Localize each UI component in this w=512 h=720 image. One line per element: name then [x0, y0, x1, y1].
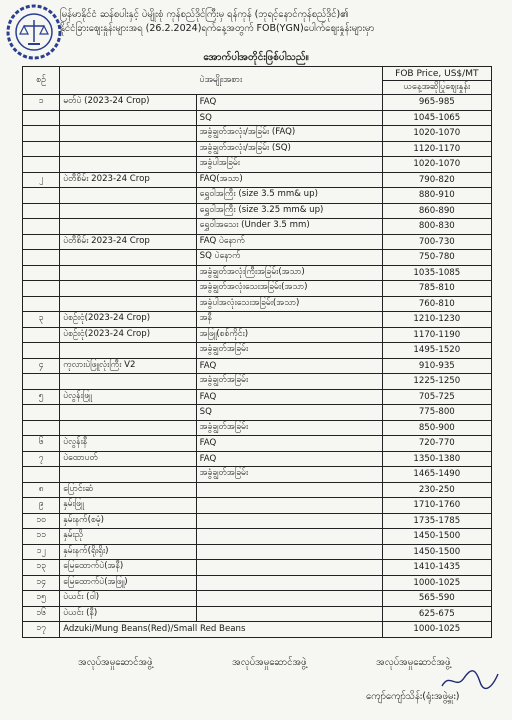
fob-price: 860-890 [382, 203, 491, 219]
fob-price: 1045-1065 [382, 110, 491, 126]
item-name [60, 296, 196, 312]
row-number [23, 250, 60, 266]
fob-price: 705-725 [382, 389, 491, 405]
item-grade [196, 544, 382, 560]
item-grade: အခွံချွတ်အလုံး/အခြမ်း (FAQ) [196, 126, 382, 142]
header-price-1: FOB Price, US$/MT [382, 67, 491, 81]
fob-price: 1170-1190 [382, 327, 491, 343]
table-row [23, 250, 492, 266]
item-grade: ရွှေဝါအကြီး (size 3.25 mm& up) [196, 203, 382, 219]
row-number: ၁၆ [23, 606, 60, 622]
table-row [23, 575, 492, 591]
table-row [23, 498, 492, 514]
item-name: ပဲလွန်းနီ [60, 436, 196, 452]
item-grade [196, 606, 382, 622]
item-name [60, 420, 196, 436]
item-name [60, 110, 196, 126]
fob-price: 880-910 [382, 188, 491, 204]
item-name [60, 405, 196, 421]
row-number [23, 141, 60, 157]
fob-price: 230-250 [382, 482, 491, 498]
item-grade: FAQ [196, 358, 382, 374]
row-number [23, 219, 60, 235]
row-number: ၁၄ [23, 575, 60, 591]
fob-price: 625-675 [382, 606, 491, 622]
fob-price: 1020-1070 [382, 126, 491, 142]
table-row [23, 606, 492, 622]
item-grade: အဖြူ(စစ်ကိုင်း) [196, 327, 382, 343]
item-grade: အခွံပါအလုံးသေးအခြမ်း(အသာ) [196, 296, 382, 312]
row-number [23, 126, 60, 142]
row-number: ၆ [23, 436, 60, 452]
fob-price: 700-730 [382, 234, 491, 250]
fob-price: 1210-1230 [382, 312, 491, 328]
fob-price: 775-800 [382, 405, 491, 421]
item-name [60, 126, 196, 142]
row-number: ၁၇ [23, 622, 60, 638]
footer-right-sign: အလုပ်အမှုဆောင်အဖွဲ့ [376, 657, 451, 668]
row-number: ၈ [23, 482, 60, 498]
table-row [23, 327, 492, 343]
item-name: ပဲတီစိမ်း 2023-24 Crop [60, 172, 196, 188]
footer-left-sign: အလုပ်အမှုဆောင်အဖွဲ့ [78, 657, 153, 668]
row-number: ၁၂ [23, 544, 60, 560]
table-row [23, 265, 492, 281]
item-name: မတ်ပဲ (2023-24 Crop) [60, 95, 196, 111]
item-name [60, 467, 196, 483]
item-name: ပဲတီစိမ်း 2023-24 Crop [60, 234, 196, 250]
item-grade: FAQ(အသာ) [196, 172, 382, 188]
table-row [23, 234, 492, 250]
table-row [23, 405, 492, 421]
fob-price: 760-810 [382, 296, 491, 312]
table-header-row [23, 67, 492, 81]
item-name [60, 219, 196, 235]
table-row [23, 358, 492, 374]
item-name: မြေထောက်ပဲ(အဖြူ) [60, 575, 196, 591]
handwritten-signature [440, 668, 500, 692]
item-grade: အခွံချွတ်အလုံးကြီးအခြမ်း(အသာ) [196, 265, 382, 281]
table-row [23, 126, 492, 142]
item-grade: FAQ ပဲနောက် [196, 234, 382, 250]
fob-price: 790-820 [382, 172, 491, 188]
fob-price: 1450-1500 [382, 529, 491, 545]
item-name: ပဲစဉ်းငုံ(2023-24 Crop) [60, 327, 196, 343]
item-name [60, 203, 196, 219]
table-row [23, 591, 492, 607]
fob-price: 1020-1070 [382, 157, 491, 173]
item-name: ပဲစဉ်းငုံ(2023-24 Crop) [60, 312, 196, 328]
fob-price: 1450-1500 [382, 544, 491, 560]
item-grade [196, 575, 382, 591]
header-line-2: နိုင်ငံခြားဈေးနှုန်းများအရ (26.2.2024)ရက်နေ့အတွက် FOB(YGN)ပေါက်ဈေးနှုန်းများမှာ [60, 23, 375, 34]
item-name: နှမ်းဖြူ [60, 498, 196, 514]
table-row [23, 513, 492, 529]
row-number [23, 420, 60, 436]
header-no: စဉ် [23, 67, 60, 95]
item-grade: အခွံချွတ်အခြမ်း [196, 467, 382, 483]
price-table-body [23, 95, 492, 638]
footer-signer: ကျော်ကျော်သိန်း(ရုံးအဖွဲ့မှူး) [366, 691, 460, 702]
item-grade: အခွံချွတ်အခြမ်း [196, 374, 382, 390]
item-name [60, 343, 196, 359]
row-number: ၂ [23, 172, 60, 188]
item-grade: SQ [196, 110, 382, 126]
item-grade: အခွံချွတ်အလုံးသေးအခြမ်း(အသာ) [196, 281, 382, 297]
item-name: Adzuki/Mung Beans(Red)/Small Red Beans [60, 622, 382, 638]
row-number [23, 110, 60, 126]
table-row [23, 622, 492, 638]
item-grade: SQ ပဲနောက် [196, 250, 382, 266]
price-table [22, 66, 492, 638]
table-row [23, 157, 492, 173]
footer-middle-sign: အလုပ်အမှုဆောင်အဖွဲ့ [232, 657, 307, 668]
row-number: ၅ [23, 389, 60, 405]
row-number [23, 405, 60, 421]
fob-price: 1350-1380 [382, 451, 491, 467]
table-row [23, 95, 492, 111]
row-number [23, 296, 60, 312]
row-number: ၁၁ [23, 529, 60, 545]
row-number: ၁ [23, 95, 60, 111]
row-number: ၉ [23, 498, 60, 514]
table-row [23, 219, 492, 235]
row-number: ၁၅ [23, 591, 60, 607]
row-number [23, 234, 60, 250]
item-name [60, 188, 196, 204]
item-grade: SQ [196, 405, 382, 421]
fob-price: 1225-1250 [382, 374, 491, 390]
item-grade [196, 560, 382, 576]
table-row [23, 436, 492, 452]
fob-price: 785-810 [382, 281, 491, 297]
fob-price: 750-780 [382, 250, 491, 266]
item-name [60, 141, 196, 157]
table-row [23, 110, 492, 126]
table-row [23, 203, 492, 219]
fob-price: 1120-1170 [382, 141, 491, 157]
row-number [23, 374, 60, 390]
item-name [60, 265, 196, 281]
item-grade [196, 513, 382, 529]
table-row [23, 172, 492, 188]
document-header [60, 8, 506, 36]
item-name: ကုလားပဲဖြူလုံးကြီး V2 [60, 358, 196, 374]
item-name: ပြောင်းဆံ [60, 482, 196, 498]
fob-price: 850-900 [382, 420, 491, 436]
table-row [23, 374, 492, 390]
header-line-3: အောက်ပါအတိုင်းဖြစ်ပါသည်။ [203, 52, 309, 63]
fob-price: 1465-1490 [382, 467, 491, 483]
header-line-1: မြန်မာနိုင်ငံ ဆန်စပါးနှင့် ပဲမျိုးစုံ ကုန်စည်ဒိုင်ကြီးမှ ရန်ကုန် (ဘုရင့်နောင်ကုန်စည်ဒိုင်)၏ [60, 9, 349, 20]
fob-price: 720-770 [382, 436, 491, 452]
header-price-2: ယနေ့အဆိုပြုဈေးနှုန်း [382, 81, 491, 95]
row-number [23, 265, 60, 281]
item-name [60, 281, 196, 297]
item-grade: အခွံချွတ်အလုံး/အခြမ်း (SQ) [196, 141, 382, 157]
fob-price: 1000-1025 [382, 622, 491, 638]
table-row [23, 451, 492, 467]
item-grade [196, 591, 382, 607]
row-number [23, 327, 60, 343]
item-name: ပဲလွန်းဖြူ [60, 389, 196, 405]
row-number: ၁၃ [23, 560, 60, 576]
table-row [23, 141, 492, 157]
table-row [23, 296, 492, 312]
header-item: ပဲအမျိုးအစား [60, 67, 382, 95]
item-name [60, 374, 196, 390]
item-name: နှမ်းနက်(စမုံ) [60, 513, 196, 529]
row-number [23, 188, 60, 204]
fob-price: 1000-1025 [382, 575, 491, 591]
fob-price: 800-830 [382, 219, 491, 235]
item-grade: အခွံချွတ်အခြမ်း [196, 343, 382, 359]
table-row [23, 312, 492, 328]
row-number: ၃ [23, 312, 60, 328]
row-number [23, 281, 60, 297]
fob-price: 965-985 [382, 95, 491, 111]
item-grade: အခွံပါအခြမ်း [196, 157, 382, 173]
item-grade [196, 498, 382, 514]
item-name: နှမ်းနက်(ရိုးရိုး) [60, 544, 196, 560]
item-grade: ရွှေဝါအသေး (Under 3.5 mm) [196, 219, 382, 235]
row-number: ၁၀ [23, 513, 60, 529]
fob-price: 1710-1760 [382, 498, 491, 514]
fob-price: 1735-1785 [382, 513, 491, 529]
item-name [60, 157, 196, 173]
table-row [23, 560, 492, 576]
item-grade: အနီ [196, 312, 382, 328]
item-grade [196, 529, 382, 545]
item-grade: ရွှေဝါအကြီး (size 3.5 mm& up) [196, 188, 382, 204]
item-name [60, 250, 196, 266]
table-row [23, 544, 492, 560]
item-grade: အခွံချွတ်အခြမ်း [196, 420, 382, 436]
item-name: နှမ်းညို [60, 529, 196, 545]
row-number: ၄ [23, 358, 60, 374]
fob-price: 910-935 [382, 358, 491, 374]
item-grade: FAQ [196, 95, 382, 111]
table-row [23, 420, 492, 436]
item-name: ပဲထောပတ် [60, 451, 196, 467]
table-row [23, 389, 492, 405]
table-row [23, 529, 492, 545]
table-row [23, 343, 492, 359]
table-row [23, 281, 492, 297]
table-row [23, 188, 492, 204]
row-number: ၇ [23, 451, 60, 467]
fob-price: 565-590 [382, 591, 491, 607]
table-row [23, 467, 492, 483]
row-number [23, 157, 60, 173]
table-row [23, 482, 492, 498]
row-number [23, 343, 60, 359]
item-grade: FAQ [196, 451, 382, 467]
row-number [23, 467, 60, 483]
fob-price: 1410-1435 [382, 560, 491, 576]
fob-price: 1035-1085 [382, 265, 491, 281]
item-grade: FAQ [196, 436, 382, 452]
item-grade: FAQ [196, 389, 382, 405]
item-name: ပဲယင်း (ဝါ) [60, 591, 196, 607]
item-grade [196, 482, 382, 498]
item-name: ပဲယင်း (နီ) [60, 606, 196, 622]
row-number [23, 203, 60, 219]
fob-price: 1495-1520 [382, 343, 491, 359]
item-name: မြေထောက်ပဲ(အနီ) [60, 560, 196, 576]
